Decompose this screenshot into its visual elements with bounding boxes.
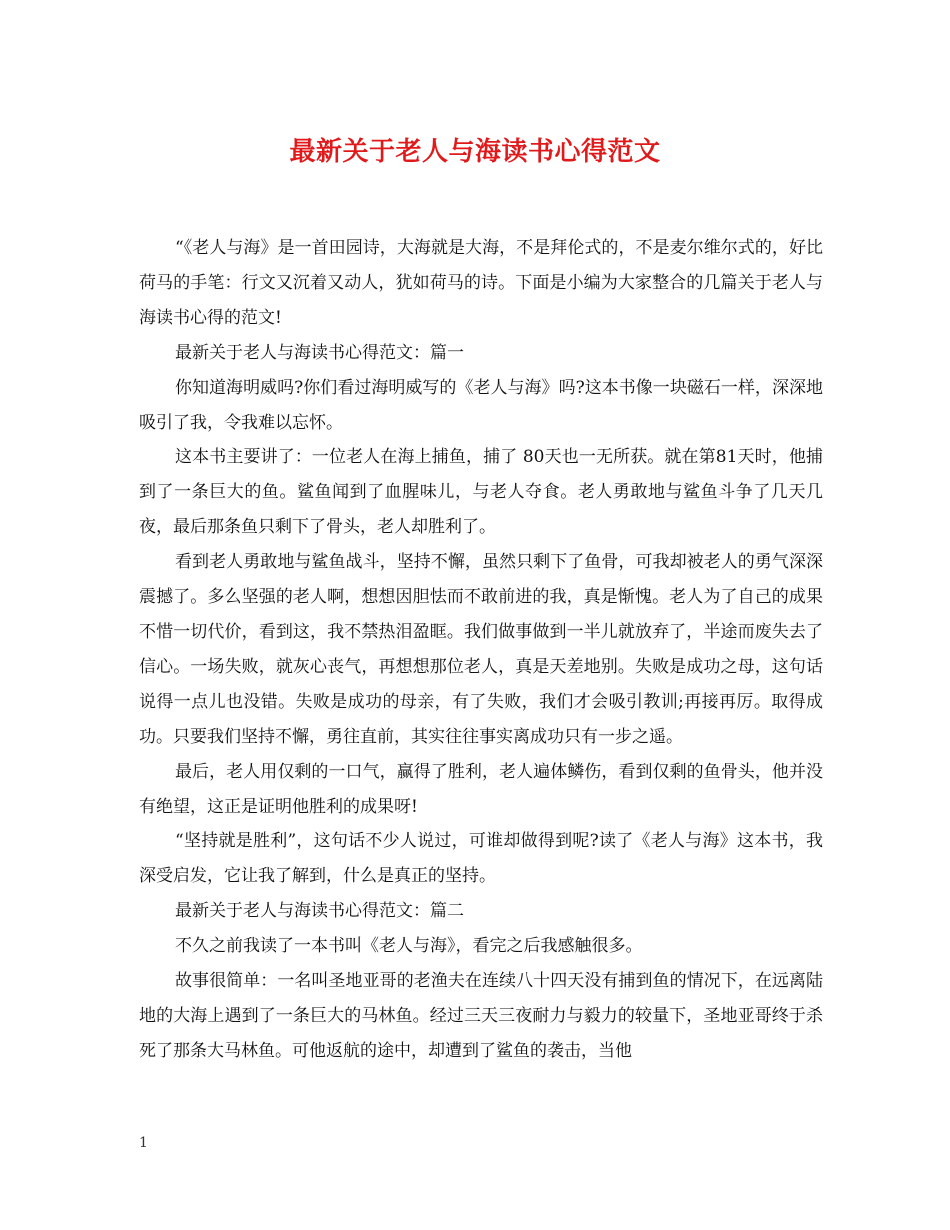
paragraph: 不久之前我读了一本书叫《老人与海》，看完之后我感触很多。: [175, 936, 643, 957]
section-heading-1: 最新关于老人与海读书心得范文：篇一: [175, 342, 464, 363]
document-title: 最新关于老人与海读书心得范文: [289, 137, 661, 167]
page-number: 1: [139, 1135, 148, 1151]
paragraph: 看到老人勇敢地与鲨鱼战斗，坚持不懈，虽然只剩下了鱼骨，可我却被老人的勇气深深震撼了。多么坚强的老人啊，想想因胆怯而不敢前进的我，真是惭愧。老人为了自己的成果不惜一切代价，看到这，我不禁热泪盈眶。我们做事做到一半儿就放弃了，半途而废失去了信心。一场失败，就灰心丧气，再想想那位老人，真是天差地别。失败是成功之母，这句话说得一点儿也没错。失败是成功的母亲，有了失败，我们才会吸引教训;再接再厉。取得成功。只要我们坚持不懈，勇往直前，其实往往事实离成功只有一步之遥。: [139, 552, 823, 747]
document-body: [139, 231, 823, 1069]
paragraph: 故事很简单：一名叫圣地亚哥的老渔夫在连续八十四天没有捕到鱼的情况下，在远离陆地的大海上遇到了一条巨大的马林鱼。经过三天三夜耐力与毅力的较量下，圣地亚哥终于杀死了那条大马林鱼。可他返航的途中，却遭到了鲨鱼的袭击，当他: [139, 971, 823, 1061]
paragraph: 最后，老人用仅剩的一口气，赢得了胜利，老人遍体鳞伤，看到仅剩的鱼骨头，他并没有绝望，这正是证明他胜利的成果呀!: [139, 761, 823, 817]
paragraph: 你知道海明威吗?你们看过海明威写的《老人与海》吗?这本书像一块磁石一样，深深地吸引了我，令我难以忘怀。: [139, 377, 823, 433]
paragraph-intro: “《老人与海》是一首田园诗，大海就是大海，不是拜伦式的，不是麦尔维尔式的，好比荷马的手笔：行文又沉着又动人，犹如荷马的诗。下面是小编为大家整合的几篇关于老人与海读书心得的范文!: [139, 238, 823, 328]
paragraph: “坚持就是胜利”，这句话不少人说过，可谁却做得到呢?读了《老人与海》这本书，我深受启发，它让我了解到，什么是真正的坚持。: [139, 831, 823, 887]
paragraph: 这本书主要讲了：一位老人在海上捕鱼，捕了 80天也一无所获。就在第81天时，他捕到了一条巨大的鱼。鲨鱼闻到了血腥味儿，与老人夺食。老人勇敢地与鲨鱼斗争了几天几夜，最后那条鱼只剩下了骨头，老人却胜利了。: [139, 447, 823, 538]
section-heading-2: 最新关于老人与海读书心得范文：篇二: [175, 901, 464, 922]
